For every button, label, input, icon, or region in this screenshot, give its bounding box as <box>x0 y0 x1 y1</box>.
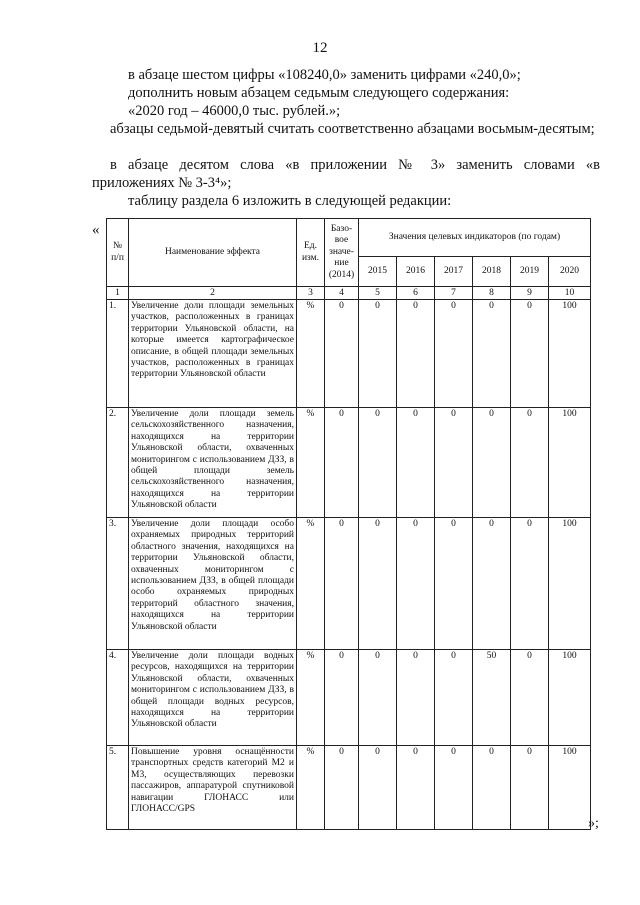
year-value: 0 <box>435 518 473 650</box>
table-row <box>107 300 591 408</box>
opening-quote: « <box>92 222 100 238</box>
year-value: 0 <box>359 518 397 650</box>
effect-name: Увеличение доли площади земель сельскохозяйственного назначения, находящихся на территории Ульяновской области, охваченных мониторингом с использованием ДЗЗ, в общей площади земель сельскохозяйственного назначения, находящихся на территории Ульяновской области <box>129 408 297 518</box>
column-number: 10 <box>549 287 591 300</box>
row-number: 5. <box>107 746 129 830</box>
base-value: 0 <box>325 746 359 830</box>
row-number: 3. <box>107 518 129 650</box>
year-value: 0 <box>511 650 549 746</box>
unit-cell: % <box>297 746 325 830</box>
closing-quote: »; <box>588 816 599 831</box>
year-value: 0 <box>359 408 397 518</box>
year-value: 100 <box>549 300 591 408</box>
year-value: 0 <box>397 408 435 518</box>
year-value: 0 <box>397 518 435 650</box>
unit-cell: % <box>297 650 325 746</box>
unit-cell: % <box>297 408 325 518</box>
header-base: Базо-вое значе-ние (2014) <box>325 219 359 287</box>
year-value: 100 <box>549 650 591 746</box>
year-value: 0 <box>473 408 511 518</box>
year-value: 0 <box>359 300 397 408</box>
row-number: 1. <box>107 300 129 408</box>
year-value: 0 <box>511 408 549 518</box>
year-value: 0 <box>359 746 397 830</box>
column-number: 7 <box>435 287 473 300</box>
paragraph-6: таблицу раздела 6 изложить в следующей редакции: <box>128 193 452 209</box>
table-row <box>107 408 591 518</box>
base-value: 0 <box>325 408 359 518</box>
column-number: 3 <box>297 287 325 300</box>
column-number: 1 <box>107 287 129 300</box>
header-targets: Значения целевых индикаторов (по годам) <box>359 219 591 257</box>
paragraph-4: абзацы седьмой-девятый считать соответственно абзацами восьмым-десятым; <box>110 121 595 137</box>
paragraph-5: в абзаце десятом слова «в приложении № 3» заменить словами «в приложениях № 3-3⁴»; <box>92 157 600 191</box>
header-num: № п/п <box>107 219 129 287</box>
row-number: 2. <box>107 408 129 518</box>
column-number: 5 <box>359 287 397 300</box>
column-number: 8 <box>473 287 511 300</box>
row-number: 4. <box>107 650 129 746</box>
paragraph-2: дополнить новым абзацем седьмым следующего содержания: <box>128 85 510 101</box>
page-number: 12 <box>312 40 328 56</box>
base-value: 0 <box>325 300 359 408</box>
year-value: 0 <box>435 650 473 746</box>
header-year: 2015 <box>359 257 397 287</box>
effect-name: Увеличение доли площади земельных участков, расположенных в границах территории Ульяновской области, на которые имеется картографическое описание, в общей площади земельных участков, расположенных в границах территории Ульяновской области <box>129 300 297 408</box>
year-value: 0 <box>435 746 473 830</box>
column-number: 4 <box>325 287 359 300</box>
year-value: 0 <box>435 300 473 408</box>
year-value: 0 <box>397 650 435 746</box>
year-value: 0 <box>473 518 511 650</box>
year-value: 0 <box>359 650 397 746</box>
year-value: 100 <box>549 408 591 518</box>
year-value: 0 <box>473 300 511 408</box>
paragraph-3: «2020 год – 46000,0 тыс. рублей.»; <box>128 103 341 119</box>
column-number: 2 <box>129 287 297 300</box>
header-year: 2017 <box>435 257 473 287</box>
header-year: 2019 <box>511 257 549 287</box>
header-year: 2018 <box>473 257 511 287</box>
unit-cell: % <box>297 518 325 650</box>
effect-name: Увеличение доли площади особо охраняемых природных территорий областного значения, находящихся на территории Ульяновской области, охваченных мониторингом с использованием ДЗЗ, в общей площади особо охраняемых природных территорий областного значения, находящихся на территории Ульяновской области <box>129 518 297 650</box>
header-year: 2016 <box>397 257 435 287</box>
paragraph-1: в абзаце шестом цифры «108240,0» заменить цифрами «240,0»; <box>128 67 521 83</box>
base-value: 0 <box>325 650 359 746</box>
effect-name: Повышение уровня оснащённости транспортных средств категорий М2 и М3, осуществляющих перевозки пассажиров, аппаратурой спутниковой навигации ГЛОНАСС или ГЛОНАСС/GPS <box>129 746 297 830</box>
year-value: 0 <box>473 746 511 830</box>
base-value: 0 <box>325 518 359 650</box>
table-row <box>107 746 591 830</box>
year-value: 0 <box>511 300 549 408</box>
year-value: 0 <box>435 408 473 518</box>
effect-name: Увеличение доли площади водных ресурсов, находящихся на территории Ульяновской области, охваченных мониторингом с использованием ДЗЗ, в общей площади водных ресурсов, находящихся на территории Ульяновской области <box>129 650 297 746</box>
header-unit: Ед. изм. <box>297 219 325 287</box>
year-value: 100 <box>549 746 591 830</box>
column-number: 9 <box>511 287 549 300</box>
column-number: 6 <box>397 287 435 300</box>
year-value: 100 <box>549 518 591 650</box>
unit-cell: % <box>297 300 325 408</box>
year-value: 0 <box>397 746 435 830</box>
year-value: 0 <box>511 518 549 650</box>
year-value: 0 <box>397 300 435 408</box>
year-value: 0 <box>511 746 549 830</box>
table-row <box>107 650 591 746</box>
year-value: 50 <box>473 650 511 746</box>
table-row <box>107 518 591 650</box>
header-year: 2020 <box>549 257 591 287</box>
effects-table <box>106 218 591 830</box>
header-name: Наименование эффекта <box>129 219 297 287</box>
